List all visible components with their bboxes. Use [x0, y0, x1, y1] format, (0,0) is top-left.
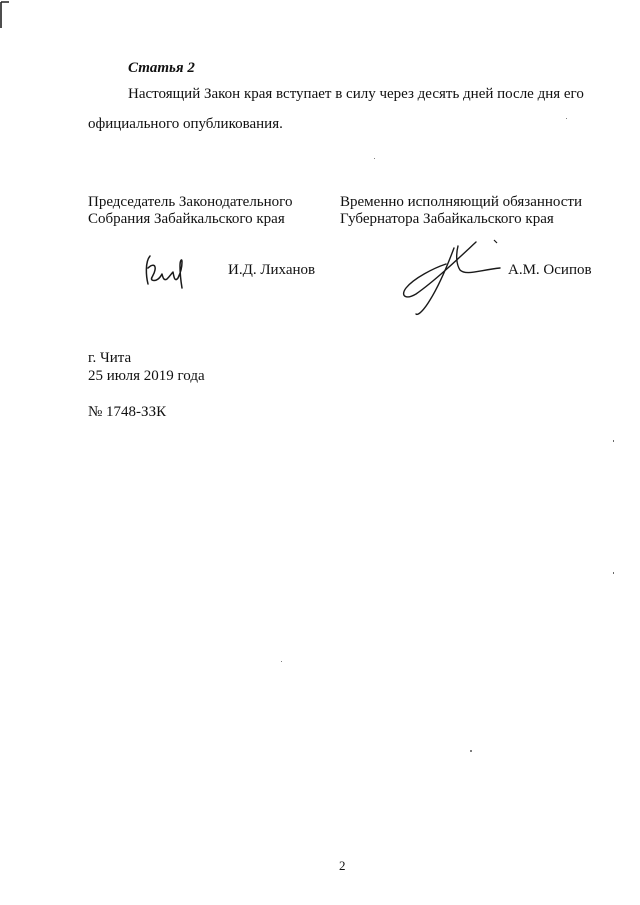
left-signatory-name: И.Д. Лиханов [228, 262, 316, 278]
scan-speck [470, 750, 472, 752]
article-text-line-2: официального опубликования. [88, 116, 283, 132]
scan-speck [374, 158, 375, 159]
article-text-line-1: Настоящий Закон края вступает в силу через десять дней после дня его [128, 86, 584, 102]
scan-speck [613, 440, 614, 442]
right-signatory-position-line-1: Временно исполняющий обязанности [340, 194, 583, 210]
left-signatory-position-line-2: Собрания Забайкальского края [88, 211, 285, 227]
article-title: Статья 2 [128, 60, 195, 76]
left-handwritten-signature [140, 252, 190, 292]
scan-corner-mark [0, 0, 12, 30]
signing-date: 25 июля 2019 года [88, 368, 205, 384]
left-signatory-position-line-1: Председатель Законодательного [88, 194, 293, 210]
scan-speck [281, 661, 282, 662]
right-signatory-name: А.М. Осипов [508, 262, 592, 278]
signing-city: г. Чита [88, 350, 132, 366]
page-number: 2 [339, 858, 346, 873]
scan-speck [566, 118, 567, 119]
right-signatory-position-line-2: Губернатора Забайкальского края [340, 211, 554, 227]
scan-speck [613, 572, 614, 574]
right-handwritten-signature [396, 236, 506, 318]
law-number: № 1748-ЗЗК [88, 404, 167, 420]
